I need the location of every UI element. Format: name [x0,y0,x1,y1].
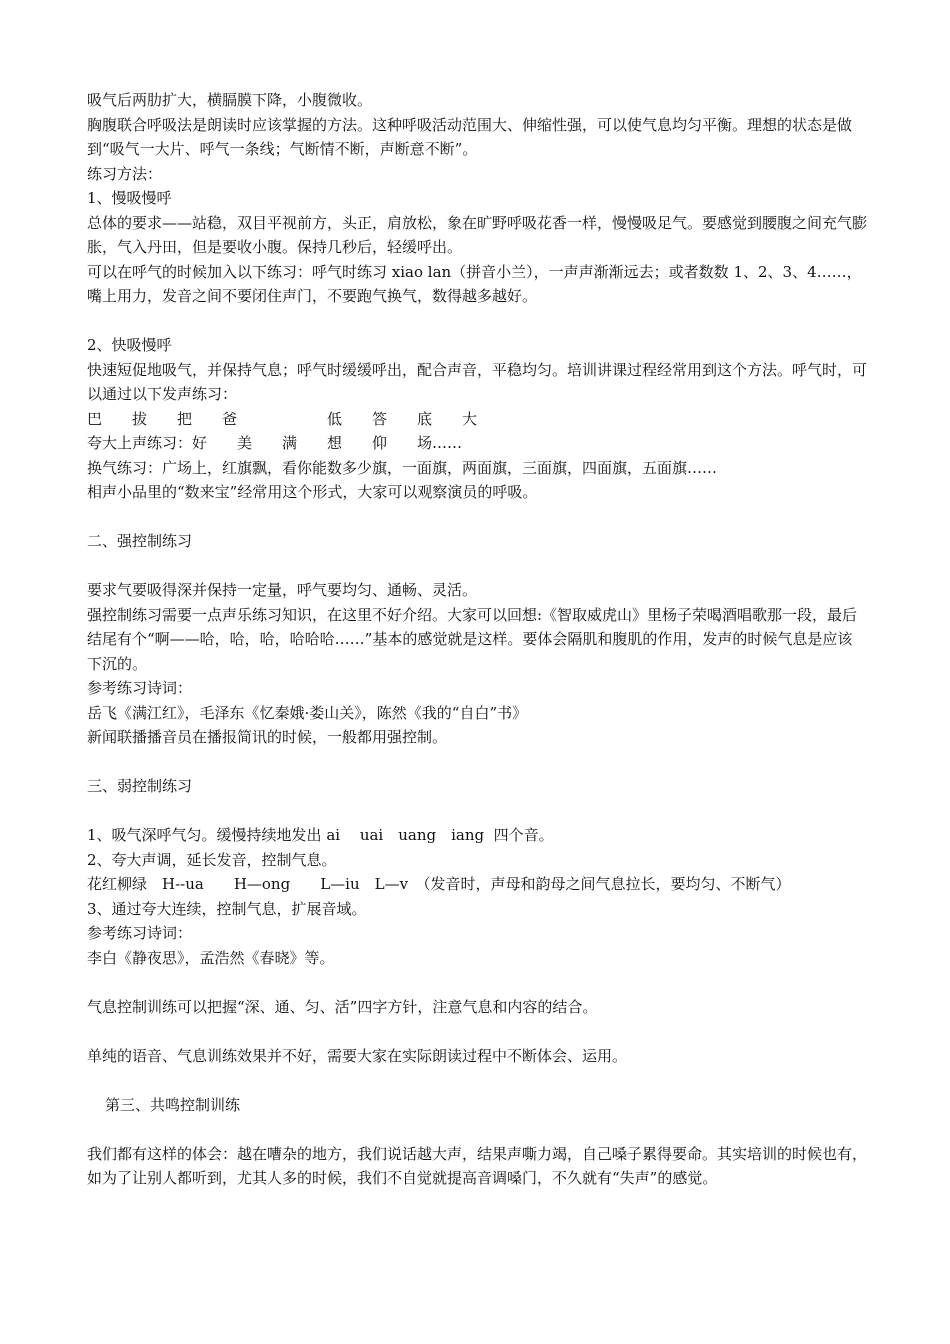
paragraph: 李白《静夜思》，孟浩然《春晓》等。 [87,948,335,967]
section-heading: 三、弱控制练习 [87,777,193,795]
blank-line [87,1068,867,1093]
practice-line: 夸大上声练习：好 美 满 想 仰 场…… [87,434,463,452]
blank-line [87,505,867,530]
practice-line: 巴 拔 把 爸 低 答 底 大 [87,409,478,428]
paragraph: 总体的要求——站稳，双目平视前方，头正，肩放松，象在旷野呼吸花香一样，慢慢吸足气。要感觉到腰腹之间充气膨胀，气入丹田，但是要收小腹。保持几秒后，轻缓呼出。 [87,213,868,256]
paragraph: 胸腹联合呼吸法是朗读时应该掌握的方法。这种呼吸活动范围大、伸缩性强，可以使气息均匀平衡。理想的状态是做到“吸气一大片、呼气一条线；气断情不断，声断意不断”。 [87,115,853,158]
blank-line [87,554,867,579]
section-heading: 1、慢吸慢呼 [87,189,172,207]
paragraph: 可以在呼气的时候加入以下练习：呼气时练习 xiao lan（拼音小兰），一声声渐渐远去；或者数数 1、2、3、4……，嘴上用力，发音之间不要闭住声门，不要跑气换气，数得越多越好。 [87,262,862,305]
blank-line [87,309,867,334]
practice-line: 花红柳绿 H--ua H—ong L—iu L—v （发音时，声母和韵母之间气息拉长，要均匀、不断气） [87,875,791,893]
section-heading: 2、快吸慢呼 [87,336,172,354]
paragraph: 相声小品里的“数来宝”经常用这个形式，大家可以观察演员的呼吸。 [87,483,538,501]
paragraph: 吸气后两肋扩大，横膈膜下降，小腹微收。 [87,91,373,109]
paragraph: 强控制练习需要一点声乐练习知识，在这里不好介绍。大家可以回想:《智取威虎山》里杨子荣喝酒唱歌那一段，最后结尾有个“啊——哈，哈，哈，哈哈哈……”基本的感觉就是这样。要体会隔肌和腹肌的作用，发声的时候气息是应该下沉的。 [87,605,858,673]
paragraph: 新闻联播播音员在播报简讯的时候，一般都用强控制。 [87,728,448,746]
paragraph: 单纯的语音、气息训练效果并不好，需要大家在实际朗读过程中不断体会、运用。 [87,1046,628,1065]
paragraph: 参考练习诗词： [87,924,193,942]
paragraph: 气息控制训练可以把握“深、通、匀、活”四字方针，注意气息和内容的结合。 [87,997,598,1016]
section-heading: 第三、共鸣控制训练 [105,1095,241,1114]
paragraph: 岳飞《满江红》，毛泽东《忆秦娥·娄山关》，陈然《我的“自白”书》 [87,703,528,722]
section-heading: 二、强控制练习 [87,532,193,550]
paragraph: 2、夸大声调，延长发音，控制气息。 [87,850,337,869]
practice-line: 换气练习：广场上，红旗飘，看你能数多少旗，一面旗，两面旗，三面旗，四面旗，五面旗…… [87,458,718,477]
paragraph: 练习方法： [87,164,163,183]
paragraph: 快速短促地吸气，并保持气息；呼气时缓缓呼出，配合声音，平稳均匀。培训讲课过程经常用到这个方法。呼气时，可以通过以下发声练习： [87,360,868,403]
practice-line: 1、吸气深呼气匀。缓慢持续地发出 ai uai uang iang 四个音。 [87,826,554,844]
paragraph: 我们都有这样的体会：越在嘈杂的地方，我们说话越大声，结果声嘶力竭，自己嗓子累得要命。其实培训的时候也有，如为了让别人都听到，尤其人多的时候，我们不自觉就提高音调嗓门，不久就有“失声”的感觉。 [87,1144,868,1187]
document-body [87,88,867,1191]
paragraph: 要求气要吸得深并保持一定量，呼气要均匀、通畅、灵活。 [87,581,478,599]
blank-line [87,1117,867,1142]
paragraph: 参考练习诗词： [87,679,193,697]
paragraph: 3、通过夸大连续，控制气息，扩展音域。 [87,899,367,918]
blank-line [87,970,867,995]
blank-line [87,799,867,824]
blank-line [87,1019,867,1044]
blank-line [87,750,867,775]
